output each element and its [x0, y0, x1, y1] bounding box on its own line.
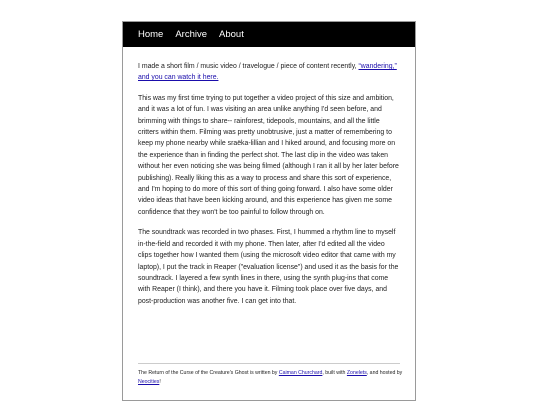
page-card	[122, 21, 416, 401]
post-content	[123, 47, 415, 307]
footer-host-link[interactable]: Neocities	[138, 379, 160, 385]
post-paragraph-3: The soundtrack was recorded in two phases. First, I hummed a rhythm line to myself in-the-field and recorded it with my phone. Then later, after I'd edited all the video clips together how I wanted them (using the microsoft video editor that came with my laptop), I put the track in Reaper ("evaluation license") and used it as the basis for the soundtrack. I layered a few synth lines in there, using the synth plug-ins that come with Reaper (I think), and there you have it. Filming took place over five days, and post-production was another five. I can get into that.	[138, 229, 399, 305]
nav-archive-link[interactable]: Archive	[175, 29, 208, 40]
footer-mid1: , built with	[322, 370, 347, 376]
post-paragraph-2: This was my first time trying to put together a video project of this size and ambition, and it was a lot of fun. I was visiting an area unlike anything I'd seen before, and brimming with things to share-- rainforest, tidepools, mountains, and all the little critters within them. Filming was pretty unobtrusive, just a matter of remembering to keep my phone nearby while sraëka-lillian and I hiked around, and focusing more on the experience than in finding the perfect shot. The last clip in the video was taken without her even noticing she was being filmed (although I ran it all by her later before publishing). Really liking this as a way to process and share this sort of experience, and I'm hoping to do more of this sort of thing going forward. I also have some older video ideas that have been kicking around, and this experience has given me some confidence that they won't be too painful to follow through on.	[138, 94, 399, 216]
intro-text: I made a short film / music video / travelogue / piece of content recently,	[138, 63, 357, 70]
footer-mid2: , and hosted by	[366, 370, 403, 376]
top-nav	[123, 22, 415, 47]
footer-author-link[interactable]: Caiman Churchard	[278, 370, 323, 376]
footer	[138, 369, 405, 387]
nav-about-link[interactable]: About	[219, 29, 244, 40]
watch-video-link[interactable]: “wandering,” and you can watch it here.	[138, 63, 397, 82]
post-paragraph-intro	[138, 61, 400, 84]
footer-prefix: The Return of the Curse of the Creature's Ghost is written by	[138, 370, 279, 376]
footer-suffix: !	[159, 379, 161, 385]
nav-home-link[interactable]: Home	[138, 29, 164, 40]
footer-divider	[138, 363, 400, 364]
footer-builder-link[interactable]: Zonelets	[346, 370, 367, 376]
